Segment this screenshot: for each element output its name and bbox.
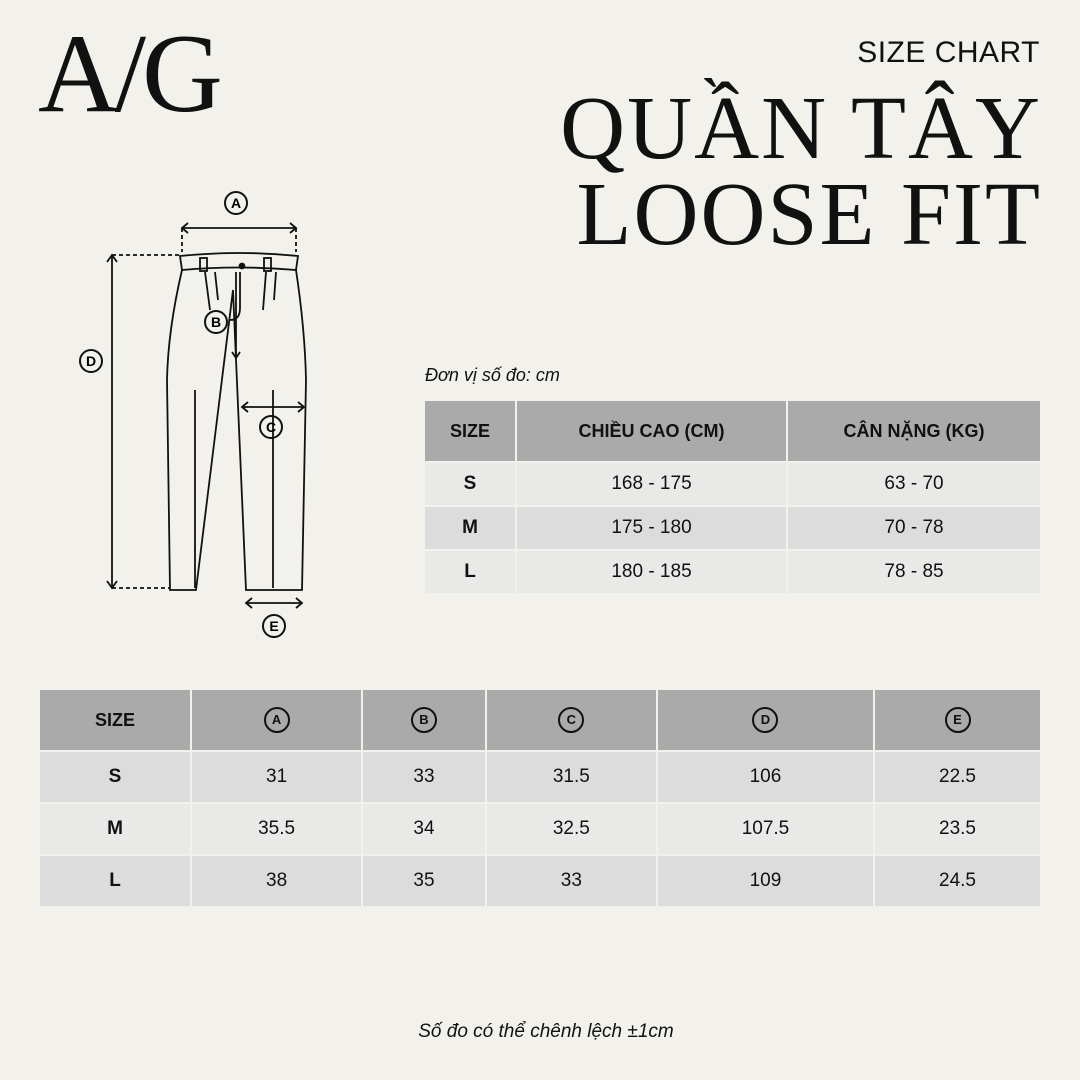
weight-cell: 70 - 78 (788, 507, 1040, 549)
value-cell: 23.5 (875, 804, 1040, 854)
value-cell: 38 (192, 856, 361, 906)
label-e-circle: E (945, 707, 971, 733)
table-header-row (40, 690, 1040, 750)
table-row (425, 463, 1040, 505)
value-cell: 22.5 (875, 752, 1040, 802)
header-size: SIZE (425, 401, 515, 461)
value-cell: 106 (658, 752, 873, 802)
label-b-circle: B (411, 707, 437, 733)
table-row (40, 752, 1040, 802)
label-c-circle: C (558, 707, 584, 733)
height-cell: 180 - 185 (517, 551, 786, 593)
value-cell: 107.5 (658, 804, 873, 854)
size-chart-label: SIZE CHART (857, 36, 1040, 69)
header-height: CHIỀU CAO (CM) (517, 401, 786, 461)
trousers-diagram (70, 180, 320, 650)
label-a: A (230, 195, 242, 211)
title-line-2: LOOSE FIT (576, 165, 1042, 264)
size-cell: S (40, 752, 190, 802)
header-e (875, 690, 1040, 750)
size-cell: L (40, 856, 190, 906)
value-cell: 31.5 (487, 752, 656, 802)
table-header-row (425, 401, 1040, 461)
header-b (363, 690, 485, 750)
weight-cell: 63 - 70 (788, 463, 1040, 505)
value-cell: 31 (192, 752, 361, 802)
label-d-circle: D (752, 707, 778, 733)
size-cell: M (40, 804, 190, 854)
measurement-table (38, 688, 1042, 908)
label-a-circle: A (264, 707, 290, 733)
height-cell: 168 - 175 (517, 463, 786, 505)
header-d (658, 690, 873, 750)
size-cell: M (425, 507, 515, 549)
brand-logo: A/G (38, 12, 219, 136)
value-cell: 33 (487, 856, 656, 906)
label-e: E (269, 618, 279, 634)
value-cell: 109 (658, 856, 873, 906)
height-weight-table (423, 399, 1042, 595)
table-row (425, 551, 1040, 593)
value-cell: 32.5 (487, 804, 656, 854)
height-cell: 175 - 180 (517, 507, 786, 549)
header-size: SIZE (40, 690, 190, 750)
size-cell: L (425, 551, 515, 593)
label-d: D (85, 353, 97, 369)
label-b: B (210, 314, 222, 330)
value-cell: 33 (363, 752, 485, 802)
title-line-1: QUẦN TÂY (560, 79, 1042, 178)
header-c (487, 690, 656, 750)
label-c: C (265, 419, 277, 435)
header-a (192, 690, 361, 750)
size-cell: S (425, 463, 515, 505)
table-row (40, 804, 1040, 854)
table-row (425, 507, 1040, 549)
value-cell: 35 (363, 856, 485, 906)
table-row (40, 856, 1040, 906)
header-weight: CÂN NẶNG (KG) (788, 401, 1040, 461)
weight-cell: 78 - 85 (788, 551, 1040, 593)
value-cell: 35.5 (192, 804, 361, 854)
value-cell: 24.5 (875, 856, 1040, 906)
value-cell: 34 (363, 804, 485, 854)
unit-note: Đơn vị số đo: cm (425, 365, 560, 385)
page-title (560, 79, 1042, 264)
footnote: Số đo có thể chênh lệch ±1cm (418, 1021, 674, 1042)
